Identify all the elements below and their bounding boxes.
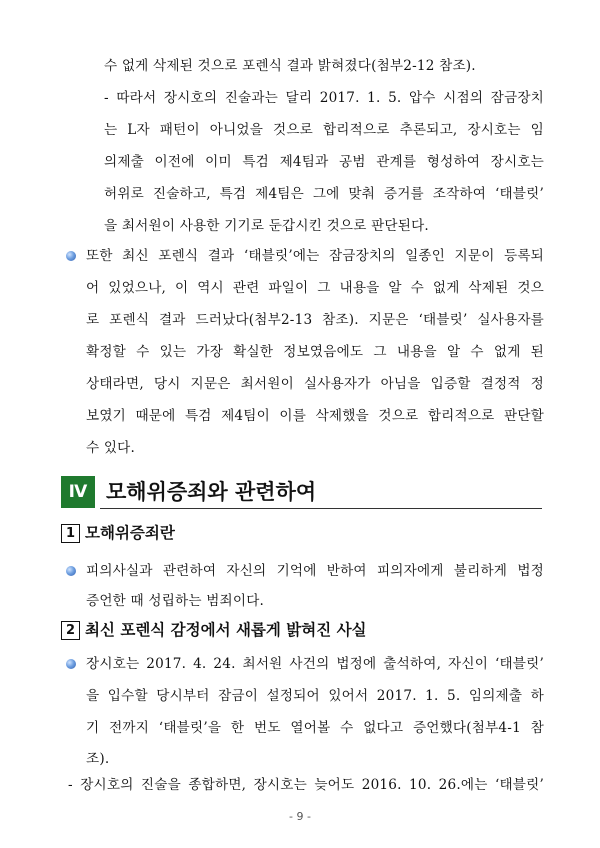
section-underline — [100, 508, 542, 509]
text-line: 는 L자 패턴이 아니었을 것으로 합리적으로 추론되고, 장시호는 임 — [104, 122, 544, 138]
page-number: - 9 - — [289, 810, 311, 823]
text-line: 수 있다. — [86, 440, 136, 456]
text-line: 을 입수할 당시부터 잠금이 설정되어 있어서 2017. 1. 5. 임의제출 하 — [86, 688, 544, 704]
text-line: 조). — [86, 751, 110, 767]
text-line: 로 포렌식 결과 드러났다(첨부2-13 참조). 지문은 ‘태블릿’ 실사용자를 — [86, 312, 544, 328]
text-line: 을 최서원이 사용한 기기로 둔갑시킨 것으로 판단된다. — [104, 218, 429, 234]
text-line: 허위로 진술하고, 특검 제4팀은 그에 맞춰 증거를 조작하여 ‘태블릿’ — [104, 186, 544, 202]
text-line: 확정할 수 있는 가장 확실한 정보였음에도 그 내용을 알 수 없게 된 — [86, 344, 544, 360]
text-line: 상태라면, 당시 지문은 최서원이 실사용자가 아님을 입증할 결정적 정 — [86, 376, 544, 392]
subsection-number-box: 1 — [61, 524, 80, 543]
text-line: 또한 최신 포렌식 결과 ‘태블릿’에는 잠금장치의 일종인 지문이 등록되 — [86, 248, 544, 264]
text-line: - 장시호의 진술을 종합하면, 장시호는 늦어도 2016. 10. 26.에는 ‘태블릿’ — [68, 777, 544, 793]
subsection-title: 모해위증죄란 — [85, 524, 175, 542]
section-number-badge: Ⅳ — [61, 476, 95, 508]
text-line: 의제출 이전에 이미 특검 제4팀과 공범 관계를 형성하여 장시호는 — [104, 154, 544, 170]
bullet-circle-icon — [66, 251, 76, 261]
text-line: 장시호는 2017. 4. 24. 최서원 사건의 법정에 출석하여, 자신이 ‘태블릿’ — [86, 656, 544, 672]
text-line: 기 전까지 ‘태블릿’을 한 번도 열어볼 수 없다고 증언했다(첨부4-1 참 — [86, 720, 544, 736]
section-title: 모해위증죄와 관련하여 — [106, 480, 317, 504]
text-line: 어 있었으나, 이 역시 관련 파일이 그 내용을 알 수 없게 삭제된 것으 — [86, 280, 544, 296]
text-line: 증언한 때 성립하는 범죄이다. — [86, 593, 265, 609]
bullet-circle-icon — [66, 659, 76, 669]
text-line: 보였기 때문에 특검 제4팀이 이를 삭제했을 것으로 합리적으로 판단할 — [86, 408, 544, 424]
subsection-title: 최신 포렌식 감정에서 새롭게 밝혀진 사실 — [85, 621, 367, 639]
text-line: 피의사실과 관련하여 자신의 기억에 반하여 피의자에게 불리하게 법정 — [86, 563, 544, 579]
text-line: 수 없게 삭제된 것으로 포렌식 결과 밝혀졌다(첨부2-12 참조). — [104, 58, 476, 74]
text-line: - 따라서 장시호의 진술과는 달리 2017. 1. 5. 압수 시점의 잠금장치 — [104, 90, 544, 106]
subsection-number-box: 2 — [61, 621, 80, 640]
bullet-circle-icon — [66, 566, 76, 576]
